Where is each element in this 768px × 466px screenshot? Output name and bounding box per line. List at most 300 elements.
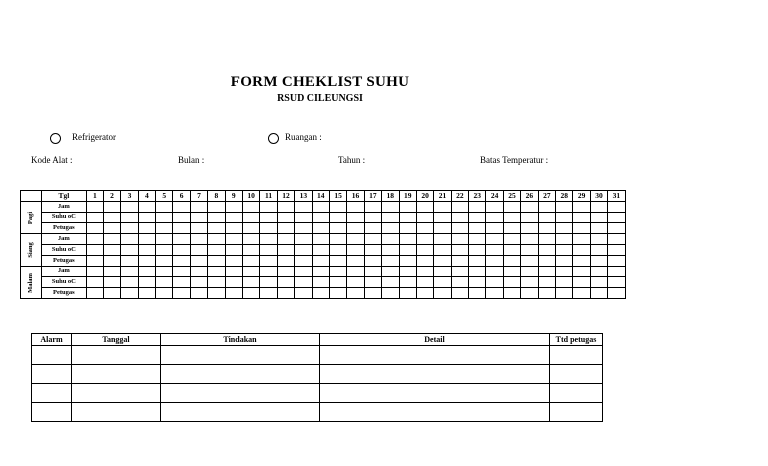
entry-cell[interactable]: [225, 266, 242, 277]
entry-cell[interactable]: [451, 288, 468, 299]
entry-cell[interactable]: [416, 255, 433, 266]
action-entry-cell[interactable]: [72, 384, 161, 403]
entry-cell[interactable]: [277, 244, 294, 255]
entry-cell[interactable]: [156, 244, 173, 255]
entry-cell[interactable]: [242, 277, 259, 288]
entry-cell[interactable]: [521, 223, 538, 234]
entry-cell[interactable]: [608, 266, 625, 277]
entry-cell[interactable]: [573, 244, 590, 255]
entry-cell[interactable]: [329, 255, 346, 266]
entry-cell[interactable]: [521, 201, 538, 212]
entry-cell[interactable]: [173, 288, 190, 299]
entry-cell[interactable]: [573, 288, 590, 299]
entry-cell[interactable]: [190, 277, 207, 288]
entry-cell[interactable]: [364, 201, 381, 212]
entry-cell[interactable]: [242, 266, 259, 277]
entry-cell[interactable]: [103, 266, 120, 277]
entry-cell[interactable]: [573, 234, 590, 245]
entry-cell[interactable]: [86, 223, 103, 234]
entry-cell[interactable]: [451, 212, 468, 223]
entry-cell[interactable]: [556, 234, 573, 245]
entry-cell[interactable]: [608, 234, 625, 245]
entry-cell[interactable]: [590, 244, 607, 255]
entry-cell[interactable]: [590, 288, 607, 299]
entry-cell[interactable]: [242, 244, 259, 255]
entry-cell[interactable]: [503, 223, 520, 234]
entry-cell[interactable]: [277, 288, 294, 299]
entry-cell[interactable]: [590, 277, 607, 288]
entry-cell[interactable]: [486, 223, 503, 234]
entry-cell[interactable]: [295, 255, 312, 266]
entry-cell[interactable]: [469, 288, 486, 299]
entry-cell[interactable]: [486, 266, 503, 277]
entry-cell[interactable]: [138, 266, 155, 277]
action-entry-cell[interactable]: [32, 346, 72, 365]
ruangan-radio-icon[interactable]: [268, 133, 279, 144]
entry-cell[interactable]: [469, 277, 486, 288]
entry-cell[interactable]: [242, 234, 259, 245]
entry-cell[interactable]: [521, 277, 538, 288]
entry-cell[interactable]: [173, 244, 190, 255]
entry-cell[interactable]: [608, 255, 625, 266]
entry-cell[interactable]: [121, 288, 138, 299]
entry-cell[interactable]: [225, 234, 242, 245]
entry-cell[interactable]: [260, 266, 277, 277]
entry-cell[interactable]: [469, 212, 486, 223]
entry-cell[interactable]: [86, 212, 103, 223]
action-entry-cell[interactable]: [32, 403, 72, 422]
entry-cell[interactable]: [416, 244, 433, 255]
entry-cell[interactable]: [190, 201, 207, 212]
entry-cell[interactable]: [277, 223, 294, 234]
entry-cell[interactable]: [538, 244, 555, 255]
entry-cell[interactable]: [556, 223, 573, 234]
entry-cell[interactable]: [156, 277, 173, 288]
entry-cell[interactable]: [416, 223, 433, 234]
entry-cell[interactable]: [242, 201, 259, 212]
entry-cell[interactable]: [451, 266, 468, 277]
action-entry-cell[interactable]: [320, 346, 550, 365]
entry-cell[interactable]: [121, 223, 138, 234]
entry-cell[interactable]: [521, 266, 538, 277]
entry-cell[interactable]: [208, 234, 225, 245]
entry-cell[interactable]: [573, 266, 590, 277]
entry-cell[interactable]: [173, 223, 190, 234]
entry-cell[interactable]: [295, 244, 312, 255]
entry-cell[interactable]: [208, 266, 225, 277]
entry-cell[interactable]: [208, 212, 225, 223]
entry-cell[interactable]: [538, 201, 555, 212]
entry-cell[interactable]: [573, 255, 590, 266]
entry-cell[interactable]: [312, 288, 329, 299]
entry-cell[interactable]: [173, 212, 190, 223]
entry-cell[interactable]: [225, 223, 242, 234]
action-entry-cell[interactable]: [550, 403, 603, 422]
entry-cell[interactable]: [521, 234, 538, 245]
entry-cell[interactable]: [434, 212, 451, 223]
entry-cell[interactable]: [260, 288, 277, 299]
entry-cell[interactable]: [573, 277, 590, 288]
entry-cell[interactable]: [347, 277, 364, 288]
entry-cell[interactable]: [347, 223, 364, 234]
entry-cell[interactable]: [86, 255, 103, 266]
entry-cell[interactable]: [416, 201, 433, 212]
entry-cell[interactable]: [434, 266, 451, 277]
entry-cell[interactable]: [521, 212, 538, 223]
entry-cell[interactable]: [608, 212, 625, 223]
entry-cell[interactable]: [521, 244, 538, 255]
entry-cell[interactable]: [451, 223, 468, 234]
entry-cell[interactable]: [486, 234, 503, 245]
entry-cell[interactable]: [260, 277, 277, 288]
action-entry-cell[interactable]: [320, 384, 550, 403]
entry-cell[interactable]: [503, 201, 520, 212]
entry-cell[interactable]: [590, 212, 607, 223]
entry-cell[interactable]: [173, 266, 190, 277]
entry-cell[interactable]: [295, 266, 312, 277]
entry-cell[interactable]: [399, 223, 416, 234]
entry-cell[interactable]: [208, 288, 225, 299]
action-entry-cell[interactable]: [161, 403, 320, 422]
entry-cell[interactable]: [451, 201, 468, 212]
entry-cell[interactable]: [503, 234, 520, 245]
entry-cell[interactable]: [399, 266, 416, 277]
entry-cell[interactable]: [364, 277, 381, 288]
entry-cell[interactable]: [590, 255, 607, 266]
entry-cell[interactable]: [242, 212, 259, 223]
entry-cell[interactable]: [434, 244, 451, 255]
entry-cell[interactable]: [121, 201, 138, 212]
entry-cell[interactable]: [312, 223, 329, 234]
entry-cell[interactable]: [329, 266, 346, 277]
entry-cell[interactable]: [347, 255, 364, 266]
entry-cell[interactable]: [538, 288, 555, 299]
action-entry-cell[interactable]: [32, 384, 72, 403]
entry-cell[interactable]: [173, 201, 190, 212]
entry-cell[interactable]: [277, 234, 294, 245]
entry-cell[interactable]: [451, 255, 468, 266]
entry-cell[interactable]: [329, 244, 346, 255]
entry-cell[interactable]: [434, 234, 451, 245]
entry-cell[interactable]: [590, 223, 607, 234]
entry-cell[interactable]: [225, 255, 242, 266]
entry-cell[interactable]: [138, 234, 155, 245]
entry-cell[interactable]: [208, 223, 225, 234]
entry-cell[interactable]: [138, 201, 155, 212]
entry-cell[interactable]: [364, 234, 381, 245]
entry-cell[interactable]: [503, 266, 520, 277]
entry-cell[interactable]: [347, 212, 364, 223]
entry-cell[interactable]: [573, 201, 590, 212]
entry-cell[interactable]: [469, 255, 486, 266]
entry-cell[interactable]: [138, 288, 155, 299]
entry-cell[interactable]: [382, 266, 399, 277]
entry-cell[interactable]: [364, 244, 381, 255]
entry-cell[interactable]: [242, 288, 259, 299]
entry-cell[interactable]: [486, 201, 503, 212]
entry-cell[interactable]: [329, 288, 346, 299]
entry-cell[interactable]: [329, 223, 346, 234]
entry-cell[interactable]: [590, 266, 607, 277]
action-entry-cell[interactable]: [72, 365, 161, 384]
entry-cell[interactable]: [225, 277, 242, 288]
entry-cell[interactable]: [329, 277, 346, 288]
entry-cell[interactable]: [312, 244, 329, 255]
entry-cell[interactable]: [486, 255, 503, 266]
entry-cell[interactable]: [382, 223, 399, 234]
entry-cell[interactable]: [138, 244, 155, 255]
entry-cell[interactable]: [556, 288, 573, 299]
entry-cell[interactable]: [364, 212, 381, 223]
entry-cell[interactable]: [312, 201, 329, 212]
refrigerator-radio-icon[interactable]: [50, 133, 61, 144]
entry-cell[interactable]: [451, 277, 468, 288]
entry-cell[interactable]: [382, 288, 399, 299]
entry-cell[interactable]: [156, 201, 173, 212]
action-entry-cell[interactable]: [161, 384, 320, 403]
entry-cell[interactable]: [295, 223, 312, 234]
entry-cell[interactable]: [521, 255, 538, 266]
entry-cell[interactable]: [416, 212, 433, 223]
entry-cell[interactable]: [503, 288, 520, 299]
entry-cell[interactable]: [556, 212, 573, 223]
entry-cell[interactable]: [416, 234, 433, 245]
entry-cell[interactable]: [277, 212, 294, 223]
entry-cell[interactable]: [260, 244, 277, 255]
entry-cell[interactable]: [538, 255, 555, 266]
entry-cell[interactable]: [486, 277, 503, 288]
entry-cell[interactable]: [556, 266, 573, 277]
entry-cell[interactable]: [347, 234, 364, 245]
entry-cell[interactable]: [103, 244, 120, 255]
entry-cell[interactable]: [208, 201, 225, 212]
entry-cell[interactable]: [399, 234, 416, 245]
entry-cell[interactable]: [138, 277, 155, 288]
action-entry-cell[interactable]: [550, 346, 603, 365]
entry-cell[interactable]: [434, 201, 451, 212]
entry-cell[interactable]: [364, 255, 381, 266]
entry-cell[interactable]: [538, 266, 555, 277]
entry-cell[interactable]: [156, 288, 173, 299]
entry-cell[interactable]: [190, 288, 207, 299]
action-entry-cell[interactable]: [72, 346, 161, 365]
entry-cell[interactable]: [469, 266, 486, 277]
entry-cell[interactable]: [416, 288, 433, 299]
entry-cell[interactable]: [242, 255, 259, 266]
entry-cell[interactable]: [277, 266, 294, 277]
entry-cell[interactable]: [277, 201, 294, 212]
entry-cell[interactable]: [103, 223, 120, 234]
entry-cell[interactable]: [173, 255, 190, 266]
action-entry-cell[interactable]: [320, 403, 550, 422]
entry-cell[interactable]: [434, 288, 451, 299]
entry-cell[interactable]: [451, 234, 468, 245]
entry-cell[interactable]: [312, 255, 329, 266]
entry-cell[interactable]: [469, 223, 486, 234]
entry-cell[interactable]: [190, 212, 207, 223]
entry-cell[interactable]: [121, 244, 138, 255]
entry-cell[interactable]: [190, 223, 207, 234]
entry-cell[interactable]: [469, 201, 486, 212]
entry-cell[interactable]: [538, 277, 555, 288]
action-entry-cell[interactable]: [550, 384, 603, 403]
entry-cell[interactable]: [208, 255, 225, 266]
entry-cell[interactable]: [608, 277, 625, 288]
entry-cell[interactable]: [556, 244, 573, 255]
entry-cell[interactable]: [434, 223, 451, 234]
entry-cell[interactable]: [103, 277, 120, 288]
entry-cell[interactable]: [312, 266, 329, 277]
entry-cell[interactable]: [103, 201, 120, 212]
entry-cell[interactable]: [260, 255, 277, 266]
entry-cell[interactable]: [295, 288, 312, 299]
ruangan-option[interactable]: [268, 131, 279, 149]
entry-cell[interactable]: [260, 201, 277, 212]
entry-cell[interactable]: [382, 234, 399, 245]
entry-cell[interactable]: [382, 201, 399, 212]
entry-cell[interactable]: [556, 277, 573, 288]
entry-cell[interactable]: [521, 288, 538, 299]
entry-cell[interactable]: [208, 277, 225, 288]
entry-cell[interactable]: [538, 212, 555, 223]
entry-cell[interactable]: [608, 288, 625, 299]
entry-cell[interactable]: [347, 266, 364, 277]
entry-cell[interactable]: [242, 223, 259, 234]
entry-cell[interactable]: [277, 255, 294, 266]
entry-cell[interactable]: [156, 266, 173, 277]
entry-cell[interactable]: [573, 212, 590, 223]
entry-cell[interactable]: [86, 201, 103, 212]
entry-cell[interactable]: [573, 223, 590, 234]
entry-cell[interactable]: [225, 244, 242, 255]
entry-cell[interactable]: [173, 234, 190, 245]
entry-cell[interactable]: [312, 212, 329, 223]
entry-cell[interactable]: [434, 277, 451, 288]
refrigerator-option[interactable]: [50, 131, 61, 149]
action-entry-cell[interactable]: [72, 403, 161, 422]
entry-cell[interactable]: [382, 212, 399, 223]
entry-cell[interactable]: [469, 244, 486, 255]
entry-cell[interactable]: [190, 255, 207, 266]
entry-cell[interactable]: [364, 223, 381, 234]
entry-cell[interactable]: [486, 212, 503, 223]
entry-cell[interactable]: [451, 244, 468, 255]
entry-cell[interactable]: [399, 244, 416, 255]
entry-cell[interactable]: [103, 234, 120, 245]
action-entry-cell[interactable]: [320, 365, 550, 384]
entry-cell[interactable]: [608, 223, 625, 234]
entry-cell[interactable]: [556, 201, 573, 212]
entry-cell[interactable]: [503, 277, 520, 288]
entry-cell[interactable]: [121, 255, 138, 266]
entry-cell[interactable]: [103, 288, 120, 299]
entry-cell[interactable]: [590, 234, 607, 245]
entry-cell[interactable]: [138, 223, 155, 234]
entry-cell[interactable]: [434, 255, 451, 266]
entry-cell[interactable]: [538, 234, 555, 245]
entry-cell[interactable]: [190, 234, 207, 245]
entry-cell[interactable]: [416, 266, 433, 277]
entry-cell[interactable]: [399, 212, 416, 223]
entry-cell[interactable]: [121, 266, 138, 277]
entry-cell[interactable]: [138, 255, 155, 266]
entry-cell[interactable]: [156, 223, 173, 234]
entry-cell[interactable]: [329, 234, 346, 245]
entry-cell[interactable]: [329, 201, 346, 212]
entry-cell[interactable]: [312, 277, 329, 288]
entry-cell[interactable]: [86, 244, 103, 255]
entry-cell[interactable]: [347, 244, 364, 255]
entry-cell[interactable]: [399, 255, 416, 266]
entry-cell[interactable]: [608, 244, 625, 255]
entry-cell[interactable]: [486, 288, 503, 299]
entry-cell[interactable]: [295, 212, 312, 223]
entry-cell[interactable]: [208, 244, 225, 255]
entry-cell[interactable]: [190, 244, 207, 255]
entry-cell[interactable]: [312, 234, 329, 245]
entry-cell[interactable]: [260, 223, 277, 234]
entry-cell[interactable]: [347, 201, 364, 212]
entry-cell[interactable]: [295, 277, 312, 288]
entry-cell[interactable]: [156, 255, 173, 266]
entry-cell[interactable]: [399, 201, 416, 212]
entry-cell[interactable]: [86, 277, 103, 288]
action-entry-cell[interactable]: [161, 346, 320, 365]
entry-cell[interactable]: [86, 288, 103, 299]
entry-cell[interactable]: [295, 201, 312, 212]
entry-cell[interactable]: [503, 212, 520, 223]
entry-cell[interactable]: [364, 266, 381, 277]
entry-cell[interactable]: [329, 212, 346, 223]
entry-cell[interactable]: [225, 212, 242, 223]
entry-cell[interactable]: [190, 266, 207, 277]
entry-cell[interactable]: [503, 244, 520, 255]
entry-cell[interactable]: [382, 244, 399, 255]
entry-cell[interactable]: [503, 255, 520, 266]
entry-cell[interactable]: [260, 234, 277, 245]
entry-cell[interactable]: [121, 212, 138, 223]
entry-cell[interactable]: [86, 266, 103, 277]
action-entry-cell[interactable]: [32, 365, 72, 384]
entry-cell[interactable]: [121, 234, 138, 245]
entry-cell[interactable]: [156, 234, 173, 245]
entry-cell[interactable]: [173, 277, 190, 288]
entry-cell[interactable]: [138, 212, 155, 223]
entry-cell[interactable]: [608, 201, 625, 212]
entry-cell[interactable]: [277, 277, 294, 288]
entry-cell[interactable]: [364, 288, 381, 299]
entry-cell[interactable]: [121, 277, 138, 288]
entry-cell[interactable]: [399, 288, 416, 299]
entry-cell[interactable]: [156, 212, 173, 223]
entry-cell[interactable]: [416, 277, 433, 288]
entry-cell[interactable]: [469, 234, 486, 245]
entry-cell[interactable]: [590, 201, 607, 212]
entry-cell[interactable]: [382, 277, 399, 288]
entry-cell[interactable]: [103, 212, 120, 223]
entry-cell[interactable]: [486, 244, 503, 255]
entry-cell[interactable]: [103, 255, 120, 266]
entry-cell[interactable]: [399, 277, 416, 288]
entry-cell[interactable]: [538, 223, 555, 234]
entry-cell[interactable]: [347, 288, 364, 299]
entry-cell[interactable]: [295, 234, 312, 245]
entry-cell[interactable]: [225, 201, 242, 212]
entry-cell[interactable]: [260, 212, 277, 223]
entry-cell[interactable]: [225, 288, 242, 299]
action-entry-cell[interactable]: [161, 365, 320, 384]
entry-cell[interactable]: [382, 255, 399, 266]
